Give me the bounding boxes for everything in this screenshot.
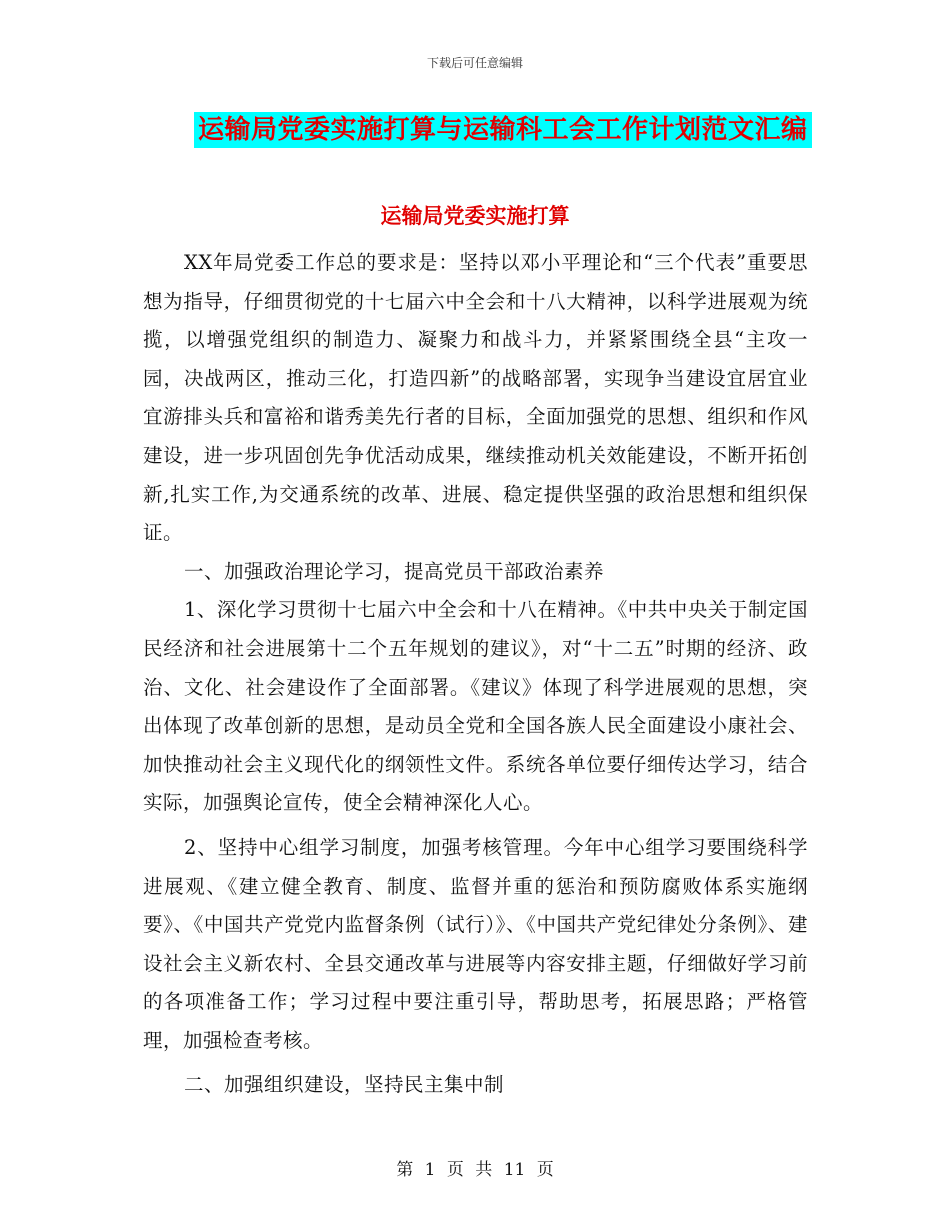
heading-part-two: 二、加强组织建设，坚持民主集中制 [183,1073,504,1097]
page-footer: 第 1 页 共 11 页 [396,1160,554,1180]
document-body [143,244,808,1105]
paragraph-intro: XX年局党委工作总的要求是：坚持以邓小平理论和“三个代表”重要思想为指导，仔细贯彻党的十七届六中全会和十八大精神，以科学进展观为统揽，以增强党组织的制造力、凝聚力和战斗力，并紧紧围绕全县“主攻一园，决战两区，推动三化，打造四新”的战略部署，实现争当建设宜居宜业宜游排头兵和富裕和谐秀美先行者的目标，全面加强党的思想、组织和作风建设，进一步巩固创先争优活动成果，继续推动机关效能建设，不断开拓创新,扎实工作,为交通系统的改革、进展、稳定提供坚强的政治思想和组织保证。 [143,251,808,545]
section-title: 运输局党委实施打算 [380,203,570,228]
paragraph-item-1: 1、深化学习贯彻十七届六中全会和十八在精神。《中共中央关于制定国民经济和社会进展第十二个五年规划的建议》，对“十二五”时期的经济、政治、文化、社会建设作了全面部署。《建议》体现了科学进展观的思想，突出体现了改革创新的思想，是动员全党和全国各族人民全面建设小康社会、加快推动社会主义现代化的纲领性文件。系统各单位要仔细传达学习，结合实际，加强舆论宣传，使全会精神深化人心。 [143,598,808,815]
heading-part-one: 一、加强政治理论学习，提高党员干部政治素养 [183,559,604,583]
header-note: 下载后可任意编辑 [426,56,523,70]
document-title: 运输局党委实施打算与运输科工会工作计划范文汇编 [194,112,812,148]
paragraph-item-2: 2、坚持中心组学习制度，加强考核管理。今年中心组学习要围绕科学进展观、《建立健全教育、制度、监督并重的惩治和预防腐败体系实施纲要》、《中国共产党党内监督条例（试行）》、《中国共产党纪律处分条例》、建设社会主义新农村、全县交通改革与进展等内容安排主题，仔细做好学习前的各项准备工作；学习过程中要注重引导，帮助思考，拓展思路；严格管理，加强检查考核。 [143,835,808,1052]
